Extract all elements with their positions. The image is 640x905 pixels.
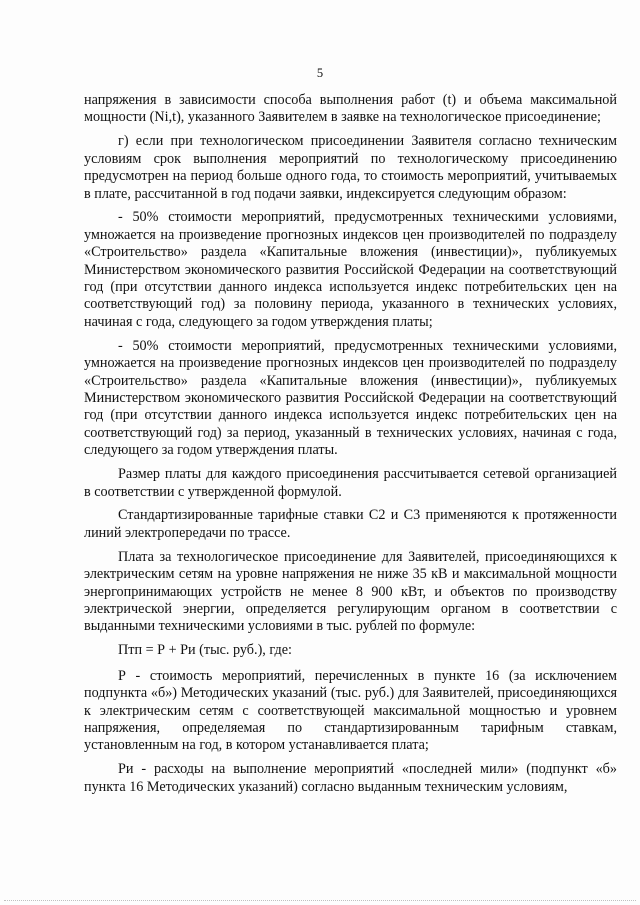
formula: Птп = Р + Ри (тыс. руб.), где: xyxy=(118,642,292,659)
scan-edge-divider xyxy=(4,900,636,903)
document-body xyxy=(84,92,617,803)
paragraph-definition-p: Р - стоимость мероприятий, перечисленных в пункте 16 (за исключением подпункта «б») Методических указаний (тыс. руб.) для Заявителей, присоединяющихся к электрическим сетям с соответствующей максимальной мощностью и уровнем напряжения, определяемая по стандартизированным тарифным ставкам, установленным на год, в котором устанавливается плата; xyxy=(84,667,617,754)
paragraph-standard-rates: Стандартизированные тарифные ставки С2 и С3 применяются к протяженности линий электропередачи по трассе. xyxy=(84,507,617,541)
paragraph-fee-high-voltage: Плата за технологическое присоединение для Заявителей, присоединяющихся к электрическим сетям на уровне напряжения не ниже 35 кВ и максимальной мощности энергопринимающих устройств не менее 8 900 кВт, и объектов по производству электрической энергии, определяется регулирующим органом в соответствии с выданными техническими условиями в тыс. рублей по формуле: xyxy=(84,548,617,635)
paragraph-indexation-half-period: - 50% стоимости мероприятий, предусмотренных техническими условиями, умножается на произведение прогнозных индексов цен производителей по подразделу «Строительство» раздела «Капитальные вложения (инвестиции)», публикуемых Министерством экономического развития Российской Федерации на соответствующий год (при отсутствии данного индекса используется индекс потребительских цен на соответствующий год) за половину периода, указанного в технических условиях, начиная с года, следующего за годом утверждения платы; xyxy=(84,209,617,330)
page-number: 5 xyxy=(316,66,324,80)
paragraph-indexation-full-period: - 50% стоимости мероприятий, предусмотренных техническими условиями, умножается на произведение прогнозных индексов цен производителей по подразделу «Строительство» раздела «Капитальные вложения (инвестиции)», публикуемых Министерством экономического развития Российской Федерации на соответствующий год (при отсутствии данного индекса используется индекс потребительских цен на соответствующий год) за период, указанный в технических условиях, начиная с года, следующего за годом утверждения платы. xyxy=(84,337,617,459)
paragraph-item-g: г) если при технологическом присоединении Заявителя согласно техническим условиям срок выполнения мероприятий по технологическому присоединению предусмотрен на период больше одного года, то стоимость мероприятий, учитываемых в плате, рассчитанной в год подачи заявки, индексируется следующим образом: xyxy=(84,133,617,202)
paragraph-continuation: напряжения в зависимости способа выполнения работ (t) и объема максимальной мощности (Ni,t), указанного Заявителем в заявке на технологическое присоединение; xyxy=(84,92,617,126)
paragraph-definition-pi: Ри - расходы на выполнение мероприятий «последней мили» (подпункт «б» пункта 16 Методических указаний) согласно выданным техническим условиям, xyxy=(84,761,617,795)
paragraph-fee-size: Размер платы для каждого присоединения рассчитывается сетевой организацией в соответствии с утвержденной формулой. xyxy=(84,466,617,500)
